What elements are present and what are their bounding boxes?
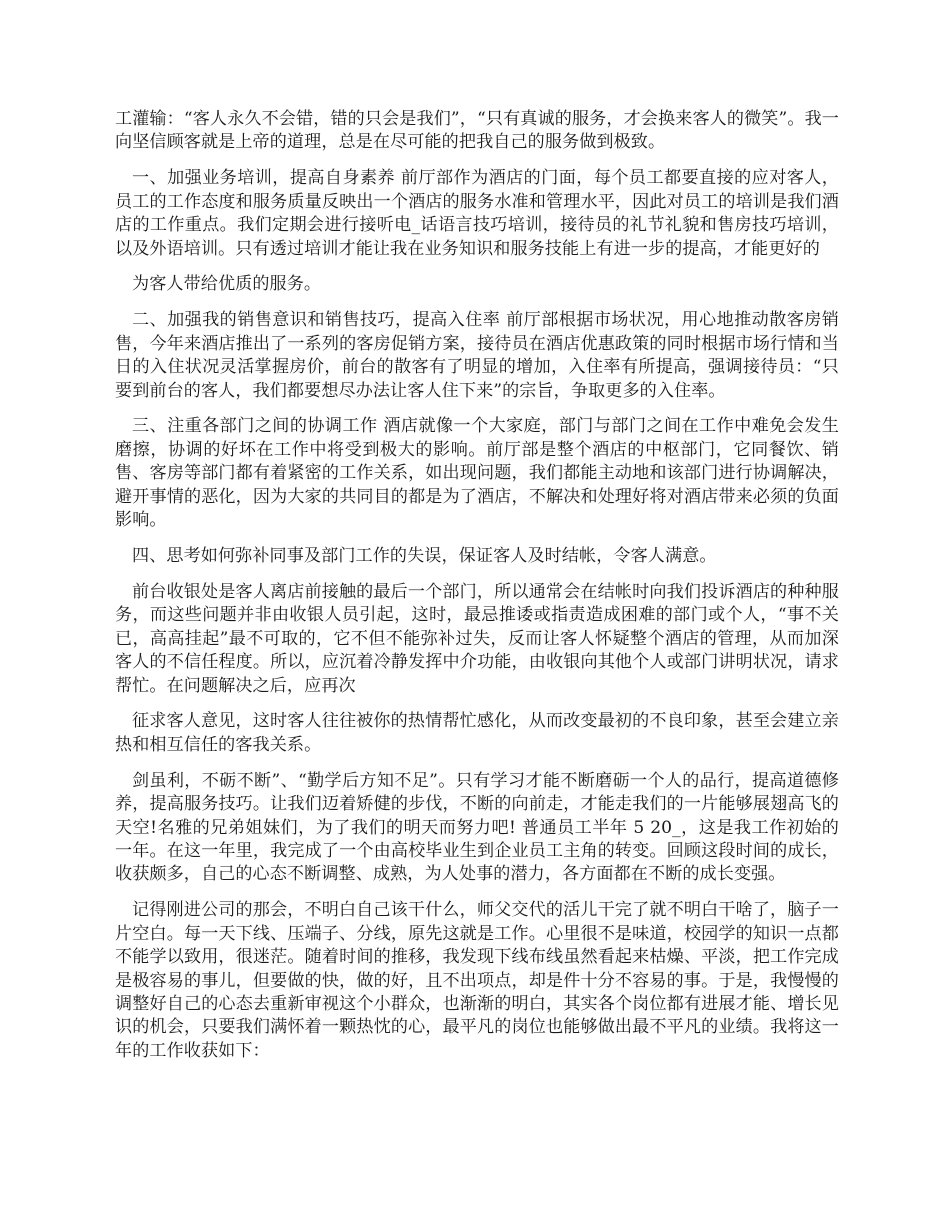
paragraph-5: 三、注重各部门之间的协调工作 酒店就像一个大家庭，部门与部门之间在工作中难免会发生磨擦，协调的好坏在工作中将受到极大的影响。前厅部是整个酒店的中枢部门，它同餐饮、销售、客房等部门都有着紧密的工作关系，如出现问题，我们都能主动地和该部门进行协调解决，避开事情的恶化，因为大家的共同目的都是为了酒店，不解决和处理好将对酒店带来必须的负面影响。 <box>115 416 839 531</box>
document-body <box>115 108 839 1076</box>
paragraph-2: 一、加强业务培训，提高自身素养 前厅部作为酒店的门面，每个员工都要直接的应对客人，员工的工作态度和服务质量反映出一个酒店的服务水准和管理水平，因此对员工的培训是我们酒店的工作重点。我们定期会进行接听电_话语言技巧培训，接待员的礼节礼貌和售房技巧培训，以及外语培训。只有透过培训才能让我在业务知识和服务技能上有进一步的提高，才能更好的 <box>115 168 839 259</box>
paragraph-8: 征求客人意见，这时客人往往被你的热情帮忙感化，从而改变最初的不良印象，甚至会建立亲热和相互信任的客我关系。 <box>115 711 839 755</box>
paragraph-1: 工灌输：“客人永久不会错，错的只会是我们”，“只有真诚的服务，才会换来客人的微笑”。我一向坚信顾客就是上帝的道理，总是在尽可能的把我自己的服务做到极致。 <box>115 109 839 153</box>
paragraph-10: 记得刚进公司的那会，不明白自己该干什么，师父交代的活儿干完了就不明白干啥了，脑子一片空白。每一天下线、压端子、分线，原先这就是工作。心里很不是味道，校园学的知识一点都不能学以致用，很迷茫。随着时间的推移，我发现下线布线虽然看起来枯燥、平淡，把工作完成是极容易的事儿，但要做的快，做的好，且不出项点，却是件十分不容易的事。于是，我慢慢的调整好自己的心态去重新审视这个小群众，也渐渐的明白，其实各个岗位都有进展才能、增长见识的机会，只要我们满怀着一颗热忱的心，最平凡的岗位也能够做出最不平凡的业绩。我将这一年的工作收获如下： <box>115 900 839 1061</box>
paragraph-4: 二、加强我的销售意识和销售技巧，提高入住率 前厅部根据市场状况，用心地推动散客房销售，今年来酒店推出了一系列的客房促销方案，接待员在酒店优惠政策的同时根据市场行情和当日的入住状况灵活掌握房价，前台的散客有了明显的增加，入住率有所提高，强调接待员：“只要到前台的客人，我们都要想尽办法让客人住下来”的宗旨，争取更多的入住率。 <box>115 310 839 401</box>
paragraph-7: 前台收银处是客人离店前接触的最后一个部门，所以通常会在结帐时向我们投诉酒店的种种服务，而这些问题并非由收银人员引起，这时，最忌推诿或指责造成困难的部门或个人，“事不关已，高高挂起”最不可取的，它不但不能弥补过失，反而让客人怀疑整个酒店的管理，从而加深客人的不信任程度。所以，应沉着冷静发挥中介功能，由收银向其他个人或部门讲明状况，请求帮忙。在问题解决之后，应再次 <box>115 581 839 696</box>
paragraph-9: 剑虽利，不砺不断”、“勤学后方知不足”。只有学习才能不断磨砺一个人的品行，提高道德修养，提高服务技巧。让我们迈着矫健的步伐，不断的向前走，才能走我们的一片能够展翅高飞的天空!名雅的兄弟姐妹们，为了我们的明天而努力吧! 普通员工半年 5 20_，这是我工作初始的一年。在这一年里，我完成了一个由高校毕业生到企业员工主角的转变。回顾这段时间的成长，收获颇多，自己的心态不断调整、成熟，为人处事的潜力，各方面都在不断的成长变强。 <box>115 770 839 885</box>
paragraph-6: 四、思考如何弥补同事及部门工作的失误，保证客人及时结帐，令客人满意。 <box>132 546 717 566</box>
paragraph-3: 为客人带给优质的服务。 <box>132 274 322 295</box>
